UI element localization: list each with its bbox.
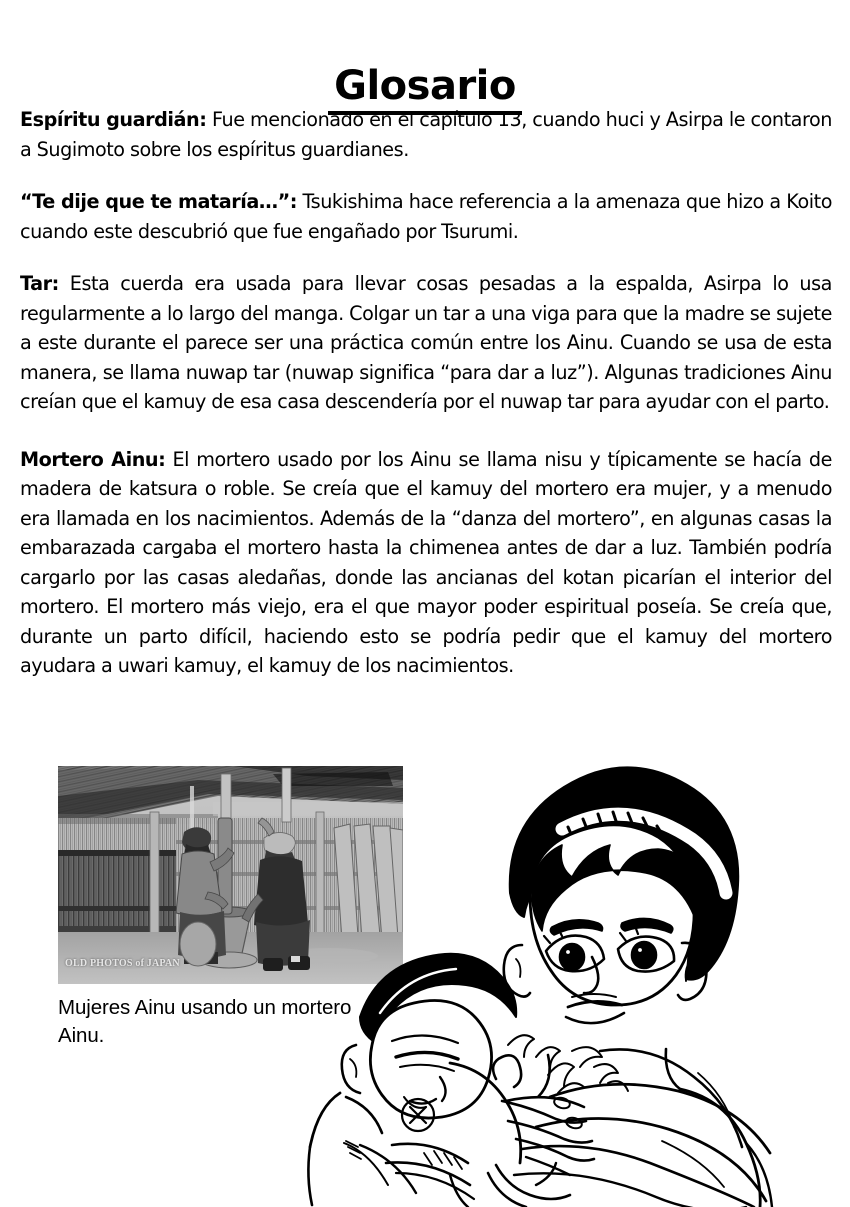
photo-watermark: OLD PHOTOS of JAPAN <box>65 958 180 969</box>
glossary-entry-espiritu-guardian <box>20 105 832 164</box>
glossary-term: “Te dije que te mataría…”: <box>20 190 297 213</box>
photo-caption: Mujeres Ainu usando un mortero Ainu. <box>58 996 352 1047</box>
manga-illustration <box>300 745 850 1207</box>
glossary-term: Tar: <box>20 272 59 295</box>
glossary-entry-tar <box>20 269 832 417</box>
glossary-term: Espíritu guardián: <box>20 108 207 131</box>
manga-illustration-image <box>300 745 850 1207</box>
glossary-entry-mortero-ainu <box>20 445 832 681</box>
glossary-definition: Esta cuerda era usada para llevar cosas pesadas a la espalda, Asirpa lo usa regularmente a lo largo del manga. Colgar un tar a una viga para que la madre se sujete a este durante el parece ser una práctica común entre los Ainu. Cuando se usa de esta manera, se llama nuwap tar (nuwap significa “para dar a luz”). Algunas tradiciones Ainu creían que el kamuy de esa casa descendería por el nuwap tar para ayudar con el parto. <box>20 272 832 413</box>
glossary-entry-te-dije-que-te-mataria <box>20 187 832 246</box>
page-title-text: Glosario <box>328 63 522 115</box>
glossary-definition: El mortero usado por los Ainu se llama nisu y típicamente se hacía de madera de katsura o roble. Se creía que el kamuy del mortero era mujer, y a menudo era llamada en los nacimientos. Además de la “danza del mortero”, en algunas casas la embarazada cargaba el mortero hasta la chimenea antes de dar a luz. También podría cargarlo por las casas aledañas, donde las ancianas del kotan picarían el interior del mortero. El mortero más viejo, era el que mayor poder espiritual poseía. Se creía que, durante un parto difícil, haciendo esto se podría pedir que el kamuy del mortero ayudara a uwari kamuy, el kamuy de los nacimientos. <box>20 447 832 677</box>
glossary-definition: Fue mencionado en el capítulo 13, cuando huci y Asirpa le contaron a Sugimoto sobre los espíritus guardianes. <box>20 108 833 161</box>
glossary-term: Mortero Ainu: <box>20 447 166 471</box>
glossary-definition: Tsukishima hace referencia a la amenaza que hizo a Koito cuando este descubrió que fue engañado por Tsurumi. <box>20 190 832 243</box>
glossary-entries <box>20 105 832 681</box>
